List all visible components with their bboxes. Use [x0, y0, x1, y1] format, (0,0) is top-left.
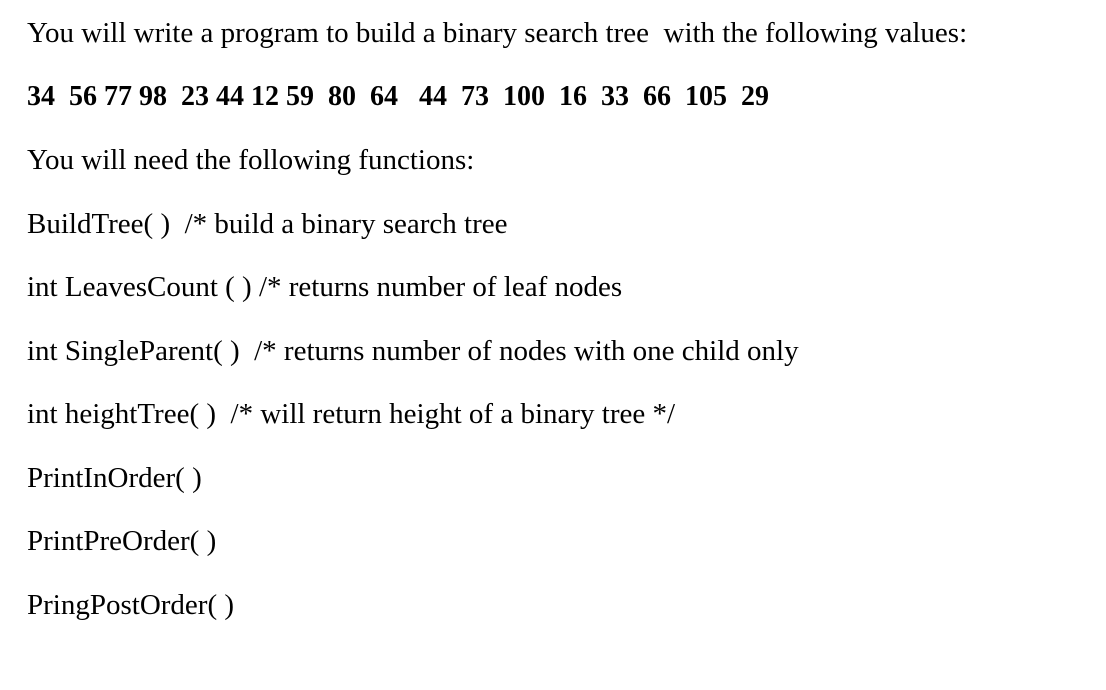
function-height-tree: int heightTree( ) /* will return height of a binary tree */: [27, 398, 676, 430]
function-print-post-order: PringPostOrder( ): [27, 589, 235, 621]
function-print-pre-order: PrintPreOrder( ): [27, 525, 217, 557]
function-leaves-count: int LeavesCount ( ) /* returns number of leaf nodes: [27, 271, 623, 303]
intro-text: You will write a program to build a binary search tree with the following values:: [27, 17, 968, 49]
function-print-in-order: PrintInOrder( ): [27, 462, 202, 494]
function-single-parent: int SingleParent( ) /* returns number of nodes with one child only: [27, 335, 799, 367]
functions-heading: You will need the following functions:: [27, 144, 475, 176]
values-list: 34 56 77 98 23 44 12 59 80 64 44 73 100 16 33 66 105 29: [27, 81, 769, 112]
document-body: [27, 0, 1106, 690]
function-build-tree: BuildTree( ) /* build a binary search tree: [27, 208, 508, 240]
